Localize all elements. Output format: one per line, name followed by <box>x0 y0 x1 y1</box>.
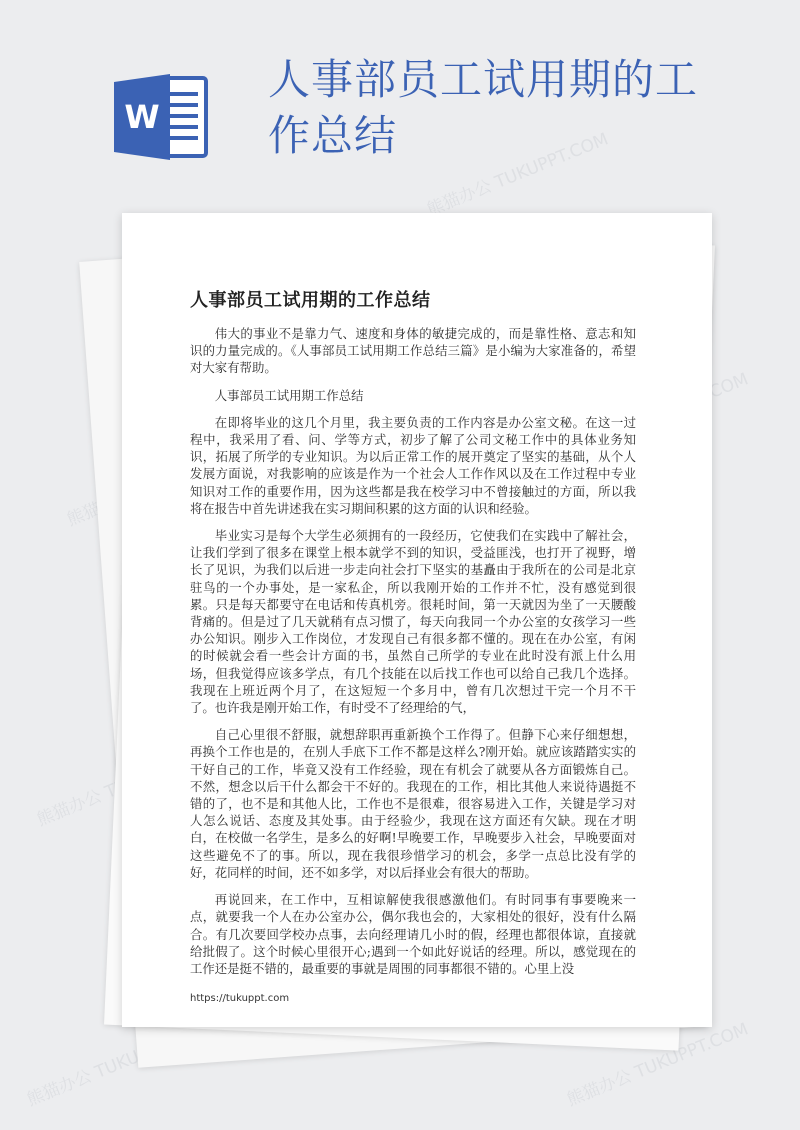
paragraph-intro: 伟大的事业不是靠力气、速度和身体的敏捷完成的，而是靠性格、意志和知识的力量完成的。《人事部员工试用期工作总结三篇》是小编为大家准备的，希望对大家有帮助。 <box>190 326 636 376</box>
watermark: 熊猫办公 TUKUPPT.COM <box>564 1019 752 1111</box>
watermark: 熊猫办公 TUKUPPT.COM <box>424 129 612 221</box>
page-title: 人事部员工试用期的工作总结 <box>268 55 699 160</box>
watermark: 熊猫办公 <box>34 786 105 831</box>
watermark: 熊猫办公 TUKUPPT.COM <box>24 1019 212 1111</box>
word-document-icon <box>112 72 210 162</box>
document-title: 人事部员工试用期的工作总结 <box>190 290 431 311</box>
paragraph: 自己心里很不舒服，就想辞职再重新换个工作得了。但静下心来仔细想想，再换个工作也是的，在别人手底下工作不都是这样么?刚开始。就应该踏踏实实的干好自己的工作，毕竟又没有工作经验，现在有机会了就要从各方面锻炼自己。不然，想念以后干什么都会干不好的。我现在的工作，相比其他人来说待遇挺不错的了，也不是和其他人比，工作也不是很难，很容易进入工作，关键是学习对人怎么说话、态度及其处事。由于经验少，我现在这方面还有欠缺。现在才明白，在校做一名学生，是多么的好啊!早晚要工作，早晚要步入社会，早晚要面对这些避免不了的事。所以，现在我很珍惜学习的机会，多学一点总比没有学的好，花同样的时间，还不如多学，对以后择业会有很大的帮助。 <box>190 727 636 880</box>
paragraph: 毕业实习是每个大学生必须拥有的一段经历，它使我们在实践中了解社会，让我们学到了很多在课堂上根本就学不到的知识，受益匪浅，也打开了视野，增长了见识，为我们以后进一步走向社会打下坚实的基矗由于我所在的公司是北京驻鸟的一个办事处，是一家私企，所以我刚开始的工作并不忙，没有感觉到很累。只是每天都要守在电话和传真机旁。很耗时间，第一天就因为坐了一天腰酸背痛的。但是过了几天就稍有点习惯了，每天向我同一个办公室的女孩学习一些办公知识。刚步入工作岗位，才发现自己有很多都不懂的。现在在办公室，有闲的时候就会看一些会计方面的书，虽然自己所学的专业在此时没有派上什么用场，但我觉得应该多学点，有几个技能在以后找工作也可以给自己我几个选择。我现在上班近两个月了，在这短短一个多月中，曾有几次想过干完一个月不干了。也许我是刚开始工作，有时受不了经理给的气， <box>190 528 636 716</box>
paragraph-subheading: 人事部员工试用期工作总结 <box>214 387 364 403</box>
document-body <box>190 325 636 987</box>
word-icon-letter: W <box>124 98 160 136</box>
paragraph: 再说回来，在工作中，互相谅解使我很感激他们。有时同事有事要晚来一点，就要我一个人在办公室办公，偶尔我也会的，大家相处的很好，没有什么隔合。有几次要回学校办点事，去向经理请几小时的假，经理也都很体谅，直接就给批假了。这个时候心里很开心;遇到一个如此好说话的经理。所以，感觉现在的工作还是挺不错的，最重要的事就是周围的同事都很不错的。心里上没 <box>190 892 636 976</box>
footer-url: https://tukuppt.com <box>190 993 290 1004</box>
paragraph: 在即将毕业的这几个月里，我主要负责的工作内容是办公室文秘。在这一过程中，我采用了看、问、学等方式，初步了解了公司文秘工作中的具体业务知识，拓展了所学的专业知识。为以后正常工作的展开奠定了坚实的基础，从个人发展方面说，对我影响的应该是作为一个社会人工作作风以及在工作过程中专业知识对工作的重要作用，因为这些都是我在校学习中不曾接触过的方面，所以我将在报告中首先讲述我在实习期间积累的这方面的认识和经验。 <box>190 414 636 516</box>
